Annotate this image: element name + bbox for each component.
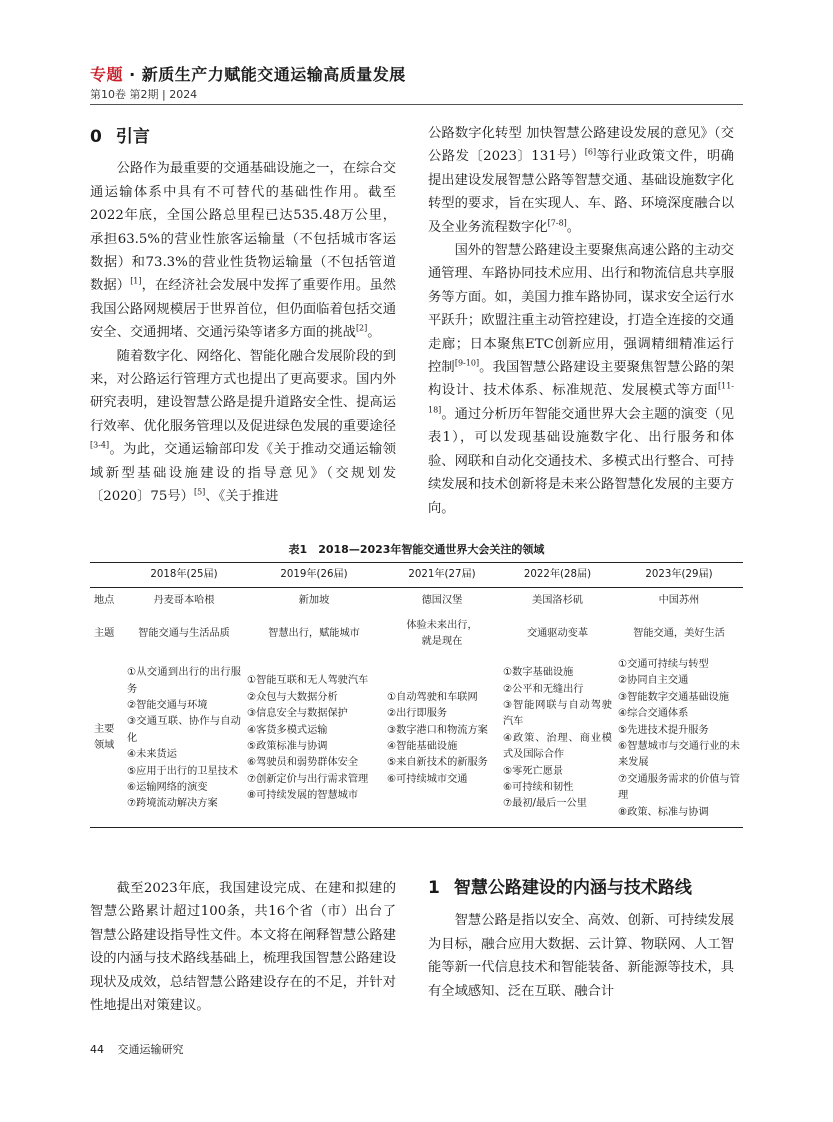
citation-ref: [2]: [355, 323, 368, 333]
table-header-cell: 2019年(26届): [244, 563, 384, 588]
issue-info: 第10卷 第2期 | 2024: [90, 88, 198, 101]
intro-left-column: [90, 126, 396, 509]
table-cell: 智慧出行，赋能城市: [268, 627, 360, 639]
area-list: [618, 657, 740, 821]
table-row: [90, 654, 743, 828]
list-item: ④综合交通体系: [618, 708, 689, 720]
list-item: ④未来货运: [127, 749, 177, 761]
list-item: ①交通可持续与转型: [618, 658, 709, 670]
list-item: ⑦最初/最后一公里: [503, 798, 587, 810]
text-run: 。通过分析历年智能交通世界大会主题的演变（见表1），可以发现基础设施数字化、出行服务和体验、网联和自动化交通技术、多模式出行整合、可持续发展和技术创新将是未来公路智慧化发展的主要方向。: [428, 406, 734, 516]
row-label: 主题: [94, 627, 115, 639]
list-item: ⑦创新定价与出行需求管理: [247, 773, 369, 785]
table-row: [90, 614, 743, 654]
table-cell: 体验未来出行， 就是现在: [406, 619, 478, 647]
table-header-cell: [90, 563, 124, 588]
intro-paragraph: [428, 239, 734, 520]
table-cell: [244, 654, 384, 828]
text-run: 、《关于推进: [205, 489, 279, 505]
list-item: ④政策、治理、商业模式及国际合作: [503, 732, 612, 761]
table-cell: [384, 654, 500, 828]
list-item: ④客货多模式运输: [247, 724, 328, 736]
list-item: ③交通互联、协作与自动化: [127, 716, 241, 744]
list-item: ②公平和无缝出行: [503, 683, 584, 695]
table-cell: [500, 654, 615, 828]
body-paragraph: 智慧公路是指以安全、高效、创新、可持续发展为目标，融合应用大数据、云计算、物联网、人工智能等新一代信息技术和智能装备、新能源等技术，具有全域感知、泛在互联、融合计: [428, 913, 734, 999]
intro-heading: [90, 126, 396, 149]
list-item: ③数字港口和物流方案: [387, 724, 488, 736]
text-run: 等行业政策文件，明确提出建设发展智慧公路等智慧交通、基础设施数字化转型的要求，旨在实现人、车、路、环境深度融合以及全业务流程数字化: [428, 149, 734, 235]
list-item: ①自动驾驶和车联网: [387, 691, 478, 703]
table-cell: 交通驱动变革: [526, 627, 589, 639]
list-item: ⑤零死亡愿景: [503, 765, 564, 777]
citation-ref: [3-4]: [90, 440, 110, 450]
list-item: ②众包与大数据分析: [247, 691, 338, 703]
table-cell: [124, 654, 244, 828]
table-header-cell: 2021年(27届): [384, 563, 500, 588]
citation-ref: [5]: [193, 487, 206, 497]
list-item: ③智能数字交通基础设施: [618, 691, 730, 703]
text-run: 。: [566, 219, 581, 235]
list-item: ②出行即服务: [387, 708, 448, 720]
list-item: ⑤先进技术提升服务: [618, 724, 709, 736]
intro-paragraph: [90, 157, 396, 344]
table-caption: 表1 2018—2023年智能交通世界大会关注的领域: [288, 543, 545, 556]
table-cell: 智能交通与生活品质: [138, 627, 230, 639]
list-item: ③信息安全与数据保护: [247, 708, 348, 720]
its-congress-table: [90, 562, 743, 828]
list-item: ⑤应用于出行的卫星技术: [127, 765, 239, 777]
list-item: ⑥运输网络的演变: [127, 781, 208, 793]
text-run: 。我国智慧公路建设主要聚焦智慧公路的架构设计、技术体系、标准规范、发展模式等方面: [428, 360, 735, 399]
running-header-title: [90, 62, 406, 85]
list-item: ③智能网联与自动驾驶汽车: [503, 699, 612, 728]
text-run: 公路数字化转型 加快智慧公路建设发展的意见》（交公路发〔2023〕131号）: [428, 126, 734, 165]
row-label: 地点: [94, 594, 115, 606]
list-item: ⑥智慧城市与交通行业的未来发展: [618, 740, 740, 769]
list-item: ⑤政策标准与协调: [247, 740, 328, 752]
text-run: 。为此，交通运输部印发《关于推动交通运输领域新型基础设施建设的指导意见》（交规划发〔2020〕75号）: [90, 442, 396, 505]
list-item: ④智能基础设施: [387, 740, 458, 752]
list-item: ⑦交通服务需求的价值与管理: [618, 773, 740, 802]
list-item: ⑥可持续城市交通: [387, 773, 468, 785]
list-item: ①数字基础设施: [503, 667, 574, 679]
text-run: ，在经济社会发展中发挥了重要作用。虽然我国公路网规模居于世界首位，但仍面临着包括交通安全、交通拥堵、交通污染等诸多方面的挑战: [90, 278, 397, 341]
header-topic: 新质生产力赋能交通运输高质量发展: [141, 65, 406, 84]
page-number: 44: [90, 1043, 104, 1056]
list-item: ②智能交通与环境: [127, 699, 208, 711]
list-item: ⑥驾驶员和弱势群体安全: [247, 757, 359, 769]
text-run: 公路作为最重要的交通基础设施之一，在综合交通运输体系中具有不可替代的基础性作用。截至2022年底，全国公路总里程已达535.48万公里，承担63.5%的营业性旅客运输量（不包括城市客运数据）和73.3%的营业性货物运输量（不包括管道数据）: [90, 161, 396, 294]
post-table-left-column: [90, 877, 396, 1017]
header-divider: [90, 104, 743, 105]
area-list: [247, 673, 381, 804]
list-item: ⑦跨境流动解决方案: [127, 798, 218, 810]
citation-ref: [7-8]: [547, 218, 567, 228]
section-number: 1: [428, 878, 440, 898]
citation-ref: [9-10]: [454, 358, 480, 368]
area-list: [127, 665, 241, 813]
citation-ref: [11-18]: [428, 382, 734, 415]
section-title: 智慧公路建设的内涵与技术路线: [453, 878, 692, 898]
journal-name: 交通运输研究: [117, 1043, 184, 1056]
table-cell: 德国汉堡: [421, 594, 463, 606]
intro-right-column: [428, 122, 734, 520]
intro-paragraph: [428, 122, 734, 239]
area-list: [387, 690, 497, 788]
list-item: ⑤来自新技术的新服务: [387, 757, 488, 769]
header-series-label: 专题: [90, 65, 124, 84]
intro-heading-number: 0: [90, 127, 102, 147]
table-cell: 智能交通，美好生活: [633, 627, 725, 639]
table-header-cell: 2022年(28届): [500, 563, 615, 588]
citation-ref: [6]: [584, 147, 597, 157]
area-list: [503, 665, 612, 813]
header-separator: ·: [129, 65, 136, 84]
table-cell: [615, 654, 743, 828]
table-header-row: [90, 563, 743, 588]
list-item: ⑥可持续和韧性: [503, 781, 574, 793]
table-cell: 丹麦哥本哈根: [153, 594, 215, 606]
list-item: ⑧政策、标准与协调: [618, 806, 709, 818]
list-item: ⑧可持续发展的智慧城市: [247, 790, 359, 802]
table-cell: 新加坡: [298, 594, 330, 606]
page-footer: [90, 1041, 184, 1057]
citation-ref: [1]: [130, 277, 142, 287]
body-paragraph: 截至2023年底，我国建设完成、在建和拟建的智慧公路累计超过100条，共16个省（市）出台了智慧公路建设指导性文件。本文将在阐释智慧公路建设的内涵与技术路线基础上，梳理我国智慧公路建设现状及成效，总结智慧公路建设存在的不足，并针对性地提出对策建议。: [90, 881, 396, 1014]
list-item: ②协同自主交通: [618, 675, 689, 687]
text-run: 国外的智慧公路建设主要聚焦高速公路的主动交通管理、车路协同技术应用、出行和物流信息共享服务等方面。如，美国力推车路协同，谋求安全运行水平跃升；欧盟注重主动管控建设，打造全连接的交通走廊；日本聚焦ETC创新应用，强调精细精准运行控制: [428, 243, 734, 376]
table-header-cell: 2018年(25届): [124, 563, 244, 588]
section1-column: [428, 877, 734, 1003]
list-item: ①从交通到出行的出行服务: [127, 667, 241, 695]
row-label: 主要 领域: [90, 654, 124, 828]
intro-paragraph: [90, 345, 396, 509]
list-item: ①智能互联和无人驾驶汽车: [247, 675, 369, 687]
table-header-cell: 2023年(29届): [615, 563, 743, 588]
table-cell: 中国苏州: [658, 594, 700, 606]
text-run: 随着数字化、网络化、智能化融合发展阶段的到来，对公路运行管理方式也提出了更高要求。国内外研究表明，建设智慧公路是提升道路安全性、提高运行效率、优化服务管理以及促进绿色发展的重要途径: [90, 348, 396, 434]
section-heading: [428, 877, 734, 900]
table-cell: 美国洛杉矶: [532, 594, 583, 606]
table-row: [90, 588, 743, 614]
intro-heading-text: 引言: [115, 127, 150, 147]
text-run: 。: [367, 325, 381, 341]
